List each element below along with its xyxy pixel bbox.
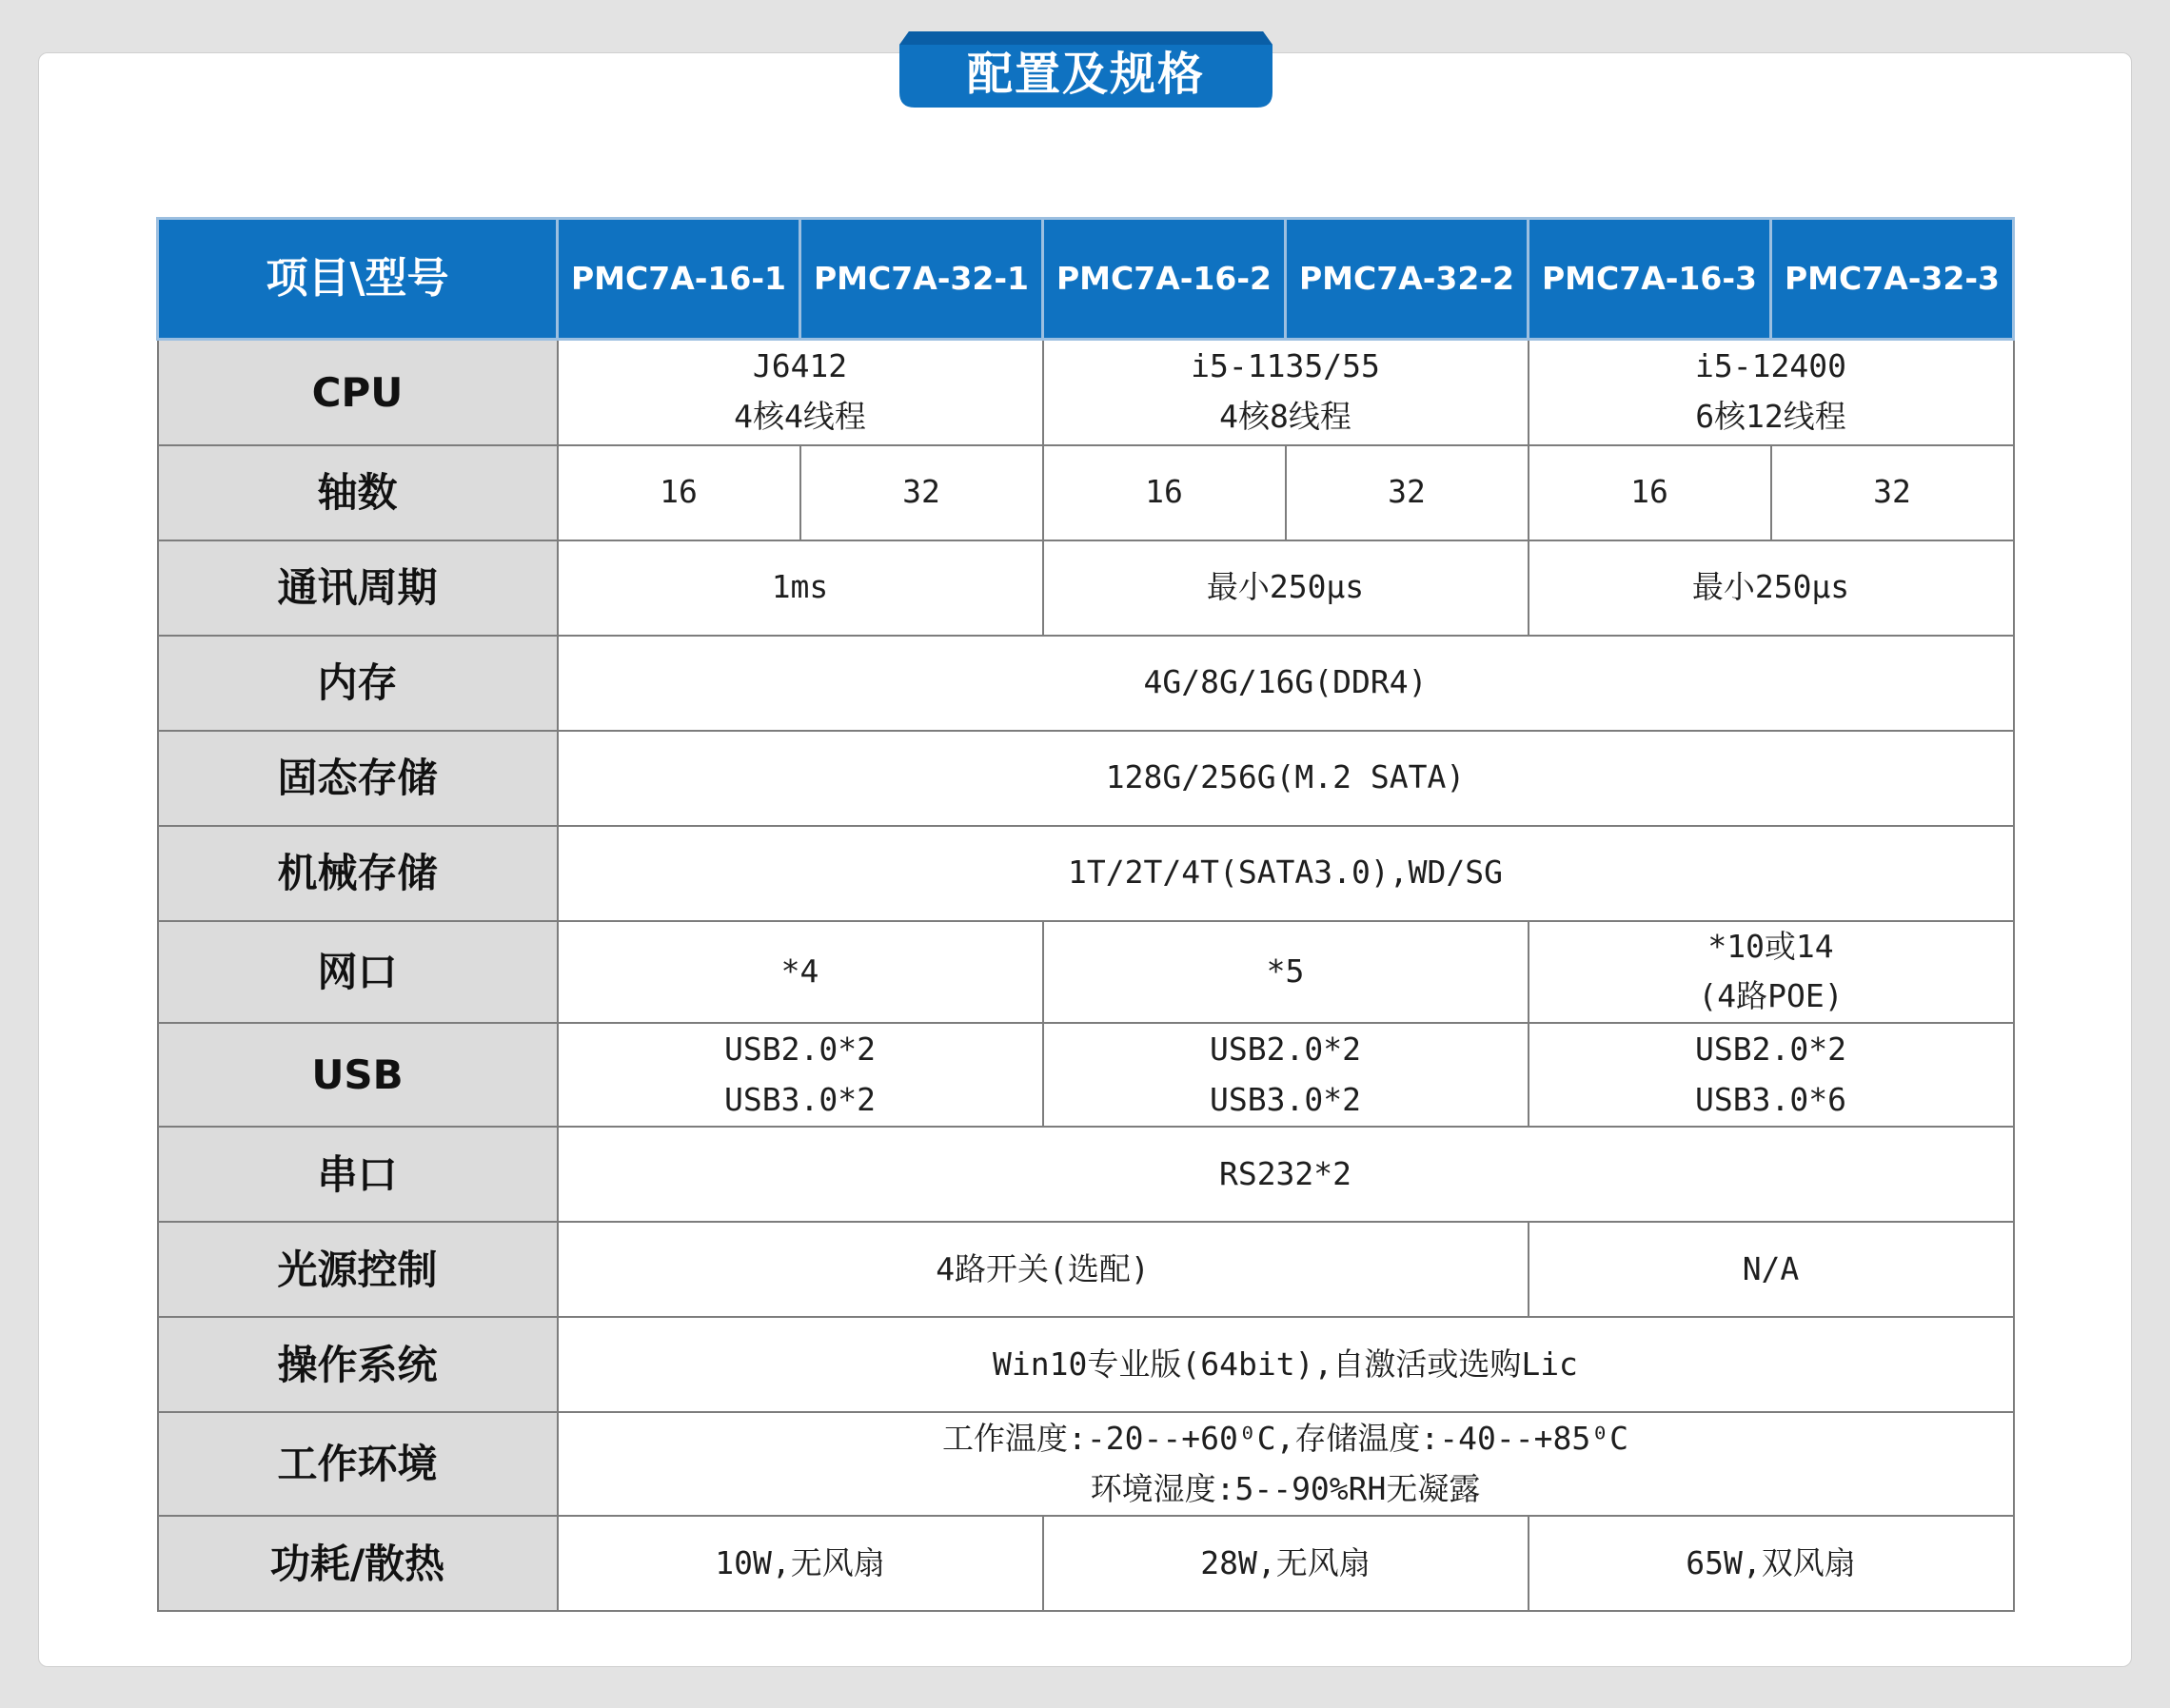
cell-line: 6核12线程	[1695, 398, 1846, 436]
table-cell: 最小250μs	[1529, 540, 2014, 636]
row-label: 光源控制	[158, 1222, 558, 1317]
table-row	[158, 1222, 2014, 1317]
cell-line: 4核8线程	[1219, 398, 1351, 436]
row-label: USB	[158, 1023, 558, 1127]
header-model: PMC7A-16-3	[1529, 219, 1771, 340]
table-row	[158, 1317, 2014, 1412]
row-label: 内存	[158, 636, 558, 731]
cell-line: J6412	[752, 347, 848, 385]
table-cell: 32	[1771, 445, 2014, 540]
row-label: 机械存储	[158, 826, 558, 921]
table-cell	[558, 1412, 2014, 1516]
table-cell	[1529, 921, 2014, 1024]
table-cell: 16	[558, 445, 800, 540]
cell-line: i5-12400	[1695, 347, 1846, 385]
table-cell	[558, 340, 1043, 445]
cell-line: USB2.0*2	[1695, 1030, 1846, 1068]
table-cell: 32	[800, 445, 1043, 540]
cell-line: *10或14	[1707, 927, 1834, 965]
cell-line: USB2.0*2	[724, 1030, 876, 1068]
title-tab	[899, 31, 1272, 108]
row-label: 串口	[158, 1127, 558, 1222]
row-label: 操作系统	[158, 1317, 558, 1412]
row-label: 通讯周期	[158, 540, 558, 636]
cell-line: USB3.0*2	[1210, 1080, 1361, 1118]
header-model: PMC7A-32-2	[1286, 219, 1529, 340]
table-cell: 16	[1043, 445, 1286, 540]
cell-line: USB3.0*2	[724, 1080, 876, 1118]
header-row	[158, 219, 2014, 340]
row-label: CPU	[158, 340, 558, 445]
page-title: 配置及规格	[966, 47, 1205, 101]
table-row	[158, 1127, 2014, 1222]
table-cell: 65W,双风扇	[1529, 1516, 2014, 1611]
header-corner: 项目\型号	[158, 219, 558, 340]
table-cell: *4	[558, 921, 1043, 1024]
table-row	[158, 1412, 2014, 1516]
table-cell: 1T/2T/4T(SATA3.0),WD/SG	[558, 826, 2014, 921]
table-cell: RS232*2	[558, 1127, 2014, 1222]
cell-line: i5-1135/55	[1191, 347, 1380, 385]
table-cell: 128G/256G(M.2 SATA)	[558, 731, 2014, 826]
table-row	[158, 731, 2014, 826]
header-model: PMC7A-32-1	[800, 219, 1043, 340]
spec-table	[156, 217, 2015, 1612]
row-label: 网口	[158, 921, 558, 1024]
cell-line: (4路POE)	[1698, 977, 1844, 1015]
table-cell: 16	[1529, 445, 1771, 540]
table-cell	[1043, 1023, 1529, 1127]
table-row	[158, 1516, 2014, 1611]
row-label: 固态存储	[158, 731, 558, 826]
table-cell: 32	[1286, 445, 1529, 540]
table-row	[158, 921, 2014, 1024]
cell-line: 工作温度:-20--+60⁰C,存储温度:-40--+85⁰C	[942, 1419, 1628, 1457]
row-label: 功耗/散热	[158, 1516, 558, 1611]
table-cell: 10W,无风扇	[558, 1516, 1043, 1611]
table-cell: 最小250μs	[1043, 540, 1529, 636]
row-label: 轴数	[158, 445, 558, 540]
cell-line: 4核4线程	[734, 398, 866, 436]
cell-line: USB3.0*6	[1695, 1080, 1846, 1118]
cell-line: USB2.0*2	[1210, 1030, 1361, 1068]
table-cell: *5	[1043, 921, 1529, 1024]
header-model: PMC7A-16-1	[558, 219, 800, 340]
table-cell	[558, 1023, 1043, 1127]
table-row	[158, 340, 2014, 445]
table-row	[158, 445, 2014, 540]
table-row	[158, 826, 2014, 921]
header-model: PMC7A-32-3	[1771, 219, 2014, 340]
table-cell: 28W,无风扇	[1043, 1516, 1529, 1611]
row-label: 工作环境	[158, 1412, 558, 1516]
cell-line: 环境湿度:5--90%RH无凝露	[1090, 1469, 1481, 1507]
table-row	[158, 540, 2014, 636]
table-row	[158, 636, 2014, 731]
table-cell: 1ms	[558, 540, 1043, 636]
table-cell: Win10专业版(64bit),自激活或选购Lic	[558, 1317, 2014, 1412]
table-row	[158, 1023, 2014, 1127]
header-model: PMC7A-16-2	[1043, 219, 1286, 340]
table-cell: 4G/8G/16G(DDR4)	[558, 636, 2014, 731]
table-cell	[1043, 340, 1529, 445]
table-cell: N/A	[1529, 1222, 2014, 1317]
table-cell	[1529, 1023, 2014, 1127]
table-cell: 4路开关(选配)	[558, 1222, 1529, 1317]
table-cell	[1529, 340, 2014, 445]
